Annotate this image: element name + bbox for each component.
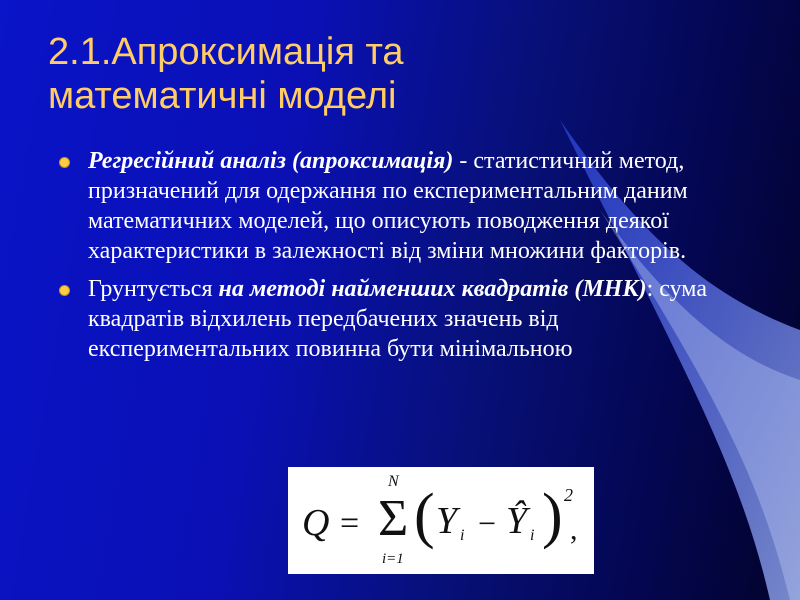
- formula-y-hat: Ŷ: [506, 500, 528, 542]
- formula-equals: =: [340, 505, 360, 542]
- formula-upper-limit: N: [388, 473, 399, 490]
- bullet-list: [60, 146, 750, 364]
- bullet-dot-icon: [60, 158, 69, 167]
- slide-title: [48, 30, 668, 118]
- bullet-item: [60, 146, 750, 266]
- bullet-text: : сума квадратів відхилень передбачених значень від експериментальних повинна бути мінімальною: [88, 276, 707, 362]
- title-line-1: 2.1.Апроксимація та: [48, 31, 404, 73]
- bullet-dot-icon: [60, 286, 69, 295]
- formula-lhs: Q: [302, 502, 330, 544]
- bullet-term: Регресійний аналіз (апроксимація): [88, 148, 454, 174]
- formula-sub-i-2: i: [530, 527, 535, 544]
- formula-image: [288, 467, 594, 574]
- formula-lower-limit: i=1: [382, 551, 404, 567]
- bullet-item: [60, 274, 750, 364]
- formula-power: 2: [564, 485, 573, 505]
- formula-comma: ,: [570, 513, 578, 546]
- formula-right-paren: ): [542, 482, 563, 550]
- formula-minus: −: [478, 505, 497, 541]
- bullet-term: на методі найменших квадратів (МНК): [218, 276, 647, 302]
- formula-sum-sign: Σ: [378, 490, 409, 547]
- bullet-text: - статистичний метод, призначений для одержання по експериментальним даним математичних моделей, що описують поводження деякої характеристики в залежності від зміни множини факторів.: [88, 148, 688, 264]
- formula-y: Y: [436, 500, 458, 542]
- title-line-2: математичні моделі: [48, 75, 397, 117]
- formula-sub-i: i: [460, 527, 465, 544]
- formula-left-paren: (: [414, 482, 435, 550]
- bullet-prefix: Грунтується: [88, 276, 219, 302]
